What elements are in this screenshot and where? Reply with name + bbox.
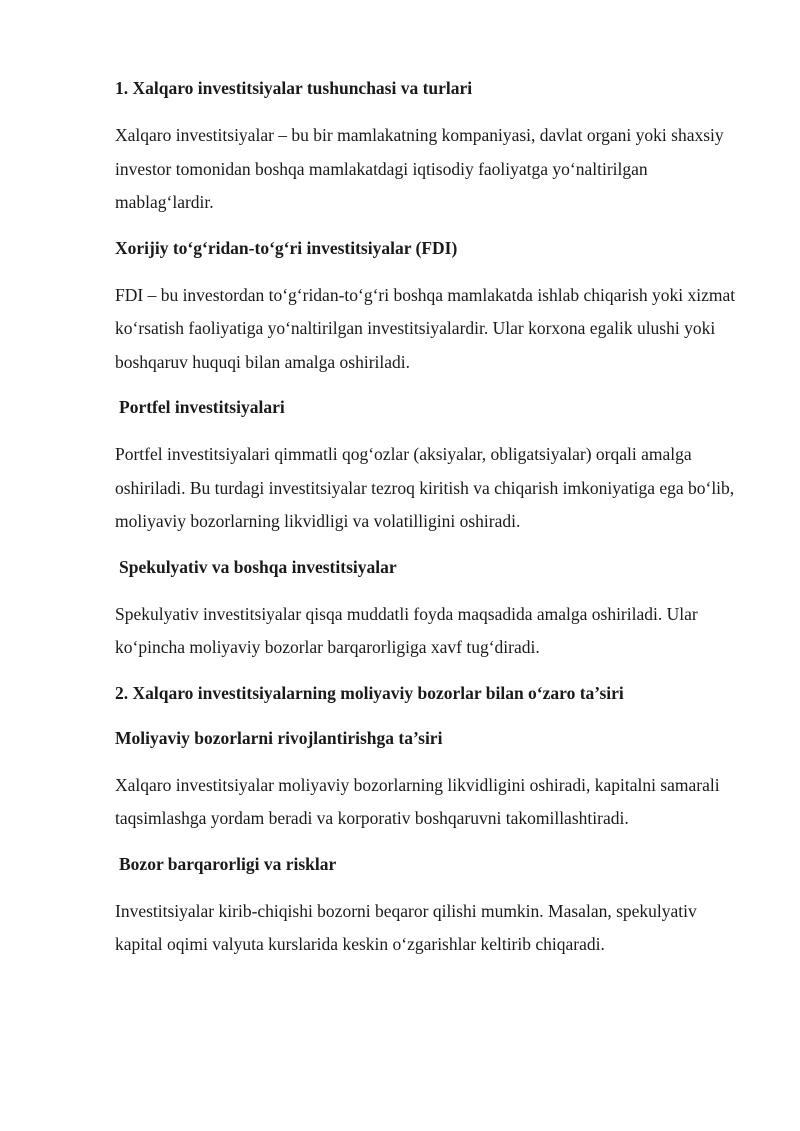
subheading-portfolio: Portfel investitsiyalari xyxy=(119,397,285,417)
paragraph-portfolio: Portfel investitsiyalari qimmatli qog‘ozlar (aksiyalar, obligatsiyalar) orqali amalga oshiriladi. Bu turdagi investitsiyalar tezroq kiritish va chiqarish imkoniyatiga ega bo‘lib, moliyaviy bozorlarning likvidligi va volatilligini oshiradi. xyxy=(115,444,735,531)
section-heading-interaction: 2. Xalqaro investitsiyalarning moliyaviy bozorlar bilan o‘zaro ta’siri xyxy=(115,682,624,703)
paragraph-definition: Xalqaro investitsiyalar – bu bir mamlakatning kompaniyasi, davlat organi yoki shaxsiy investor tomonidan boshqa mamlakatdagi iqtisodiy faoliyatga yo‘naltirilgan mablag‘lardir. xyxy=(115,125,724,212)
subheading-market-development: Moliyaviy bozorlarni rivojlantirishga ta’siri xyxy=(115,727,443,748)
paragraph-stability-risks: Investitsiyalar kirib-chiqishi bozorni beqaror qilishi mumkin. Masalan, spekulyativ kapital oqimi valyuta kurslarida keskin o‘zgarishlar keltirib chiqaradi. xyxy=(115,900,697,954)
section-heading-international-investments: 1. Xalqaro investitsiyalar tushunchasi va turlari xyxy=(115,78,473,98)
subheading-stability-risks: Bozor barqarorligi va risklar xyxy=(119,853,337,874)
subheading-fdi: Xorijiy to‘g‘ridan-to‘g‘ri investitsiyalar (FDI) xyxy=(115,237,458,258)
paragraph-speculative: Spekulyativ investitsiyalar qisqa muddatli foyda maqsadida amalga oshiriladi. Ular ko‘pincha moliyaviy bozorlar barqarorligiga xavf tug‘diradi. xyxy=(115,603,698,657)
paragraph-market-development: Xalqaro investitsiyalar moliyaviy bozorlarning likvidligini oshiradi, kapitalni samarali taqsimlashga yordam beradi va korporativ boshqaruvni takomillashtiradi. xyxy=(115,774,720,828)
paragraph-fdi: FDI – bu investordan to‘g‘ridan-to‘g‘ri boshqa mamlakatda ishlab chiqarish yoki xizmat ko‘rsatish faoliyatiga yo‘naltirilgan investitsiyalardir. Ular korxona egalik ulushi yoki boshqaruv huquqi bilan amalga oshiriladi. xyxy=(115,284,736,372)
subheading-speculative: Spekulyativ va boshqa investitsiyalar xyxy=(119,556,397,577)
